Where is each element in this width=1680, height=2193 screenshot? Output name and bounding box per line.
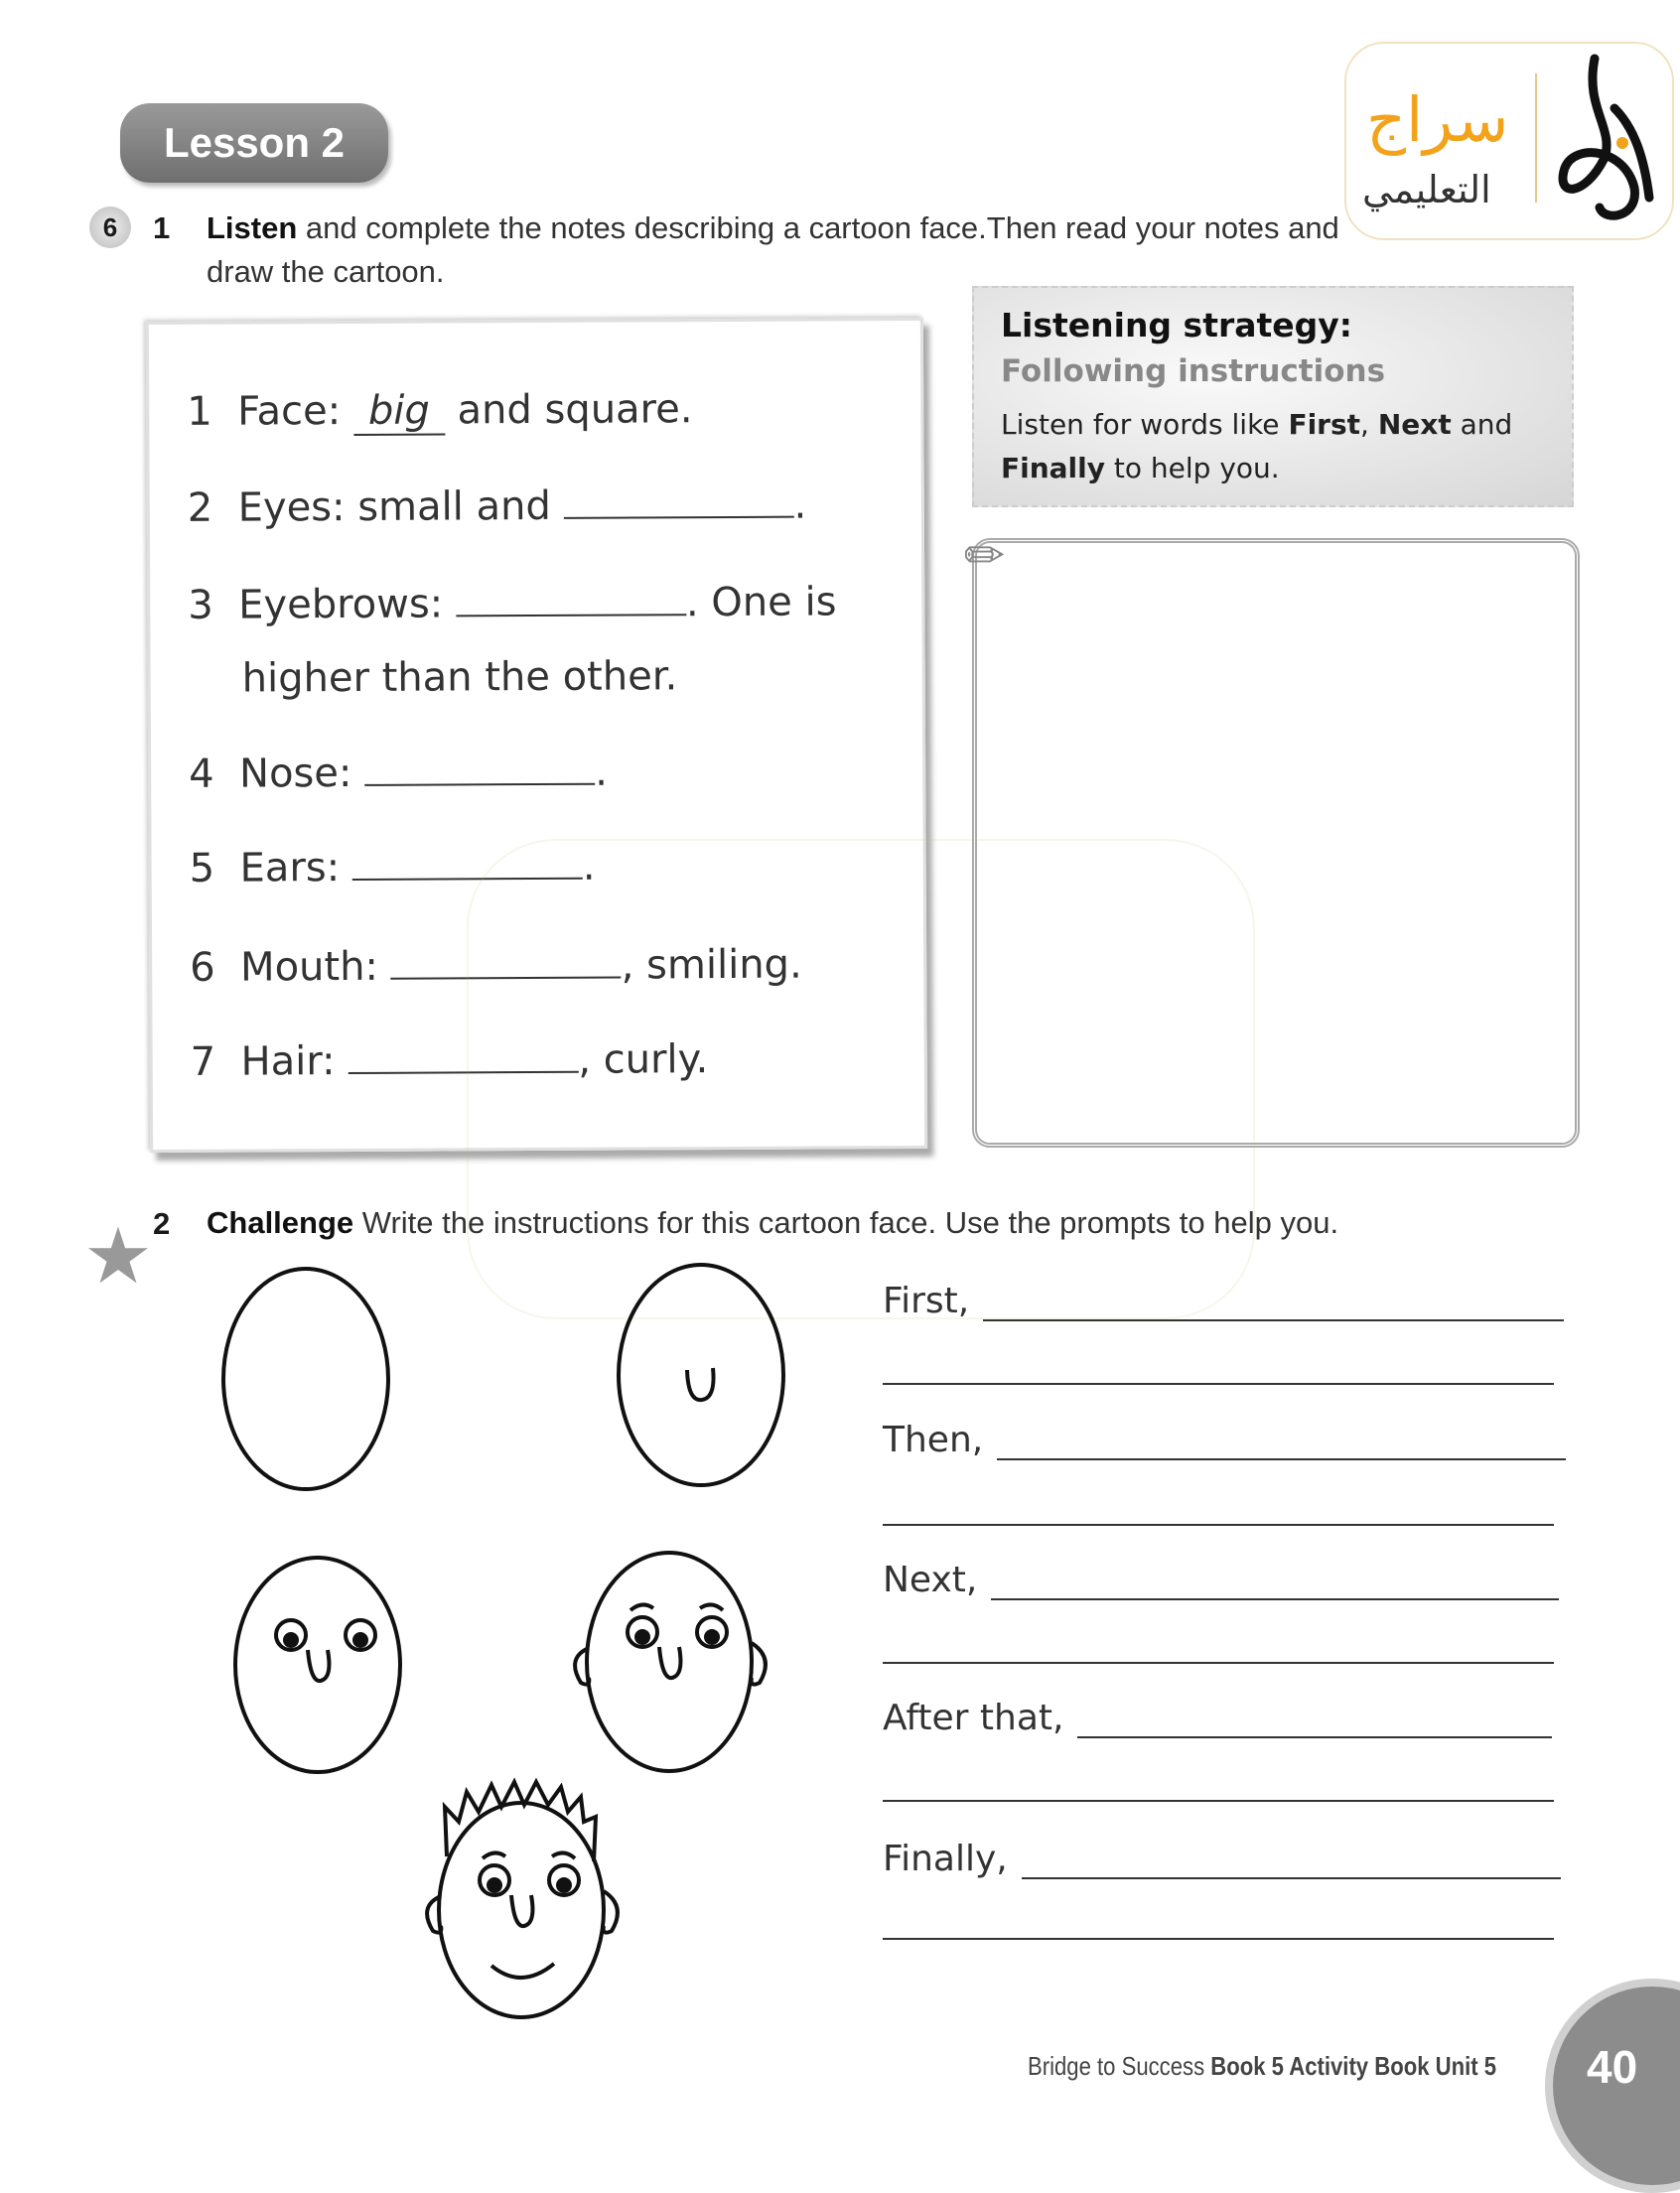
- note-after: , curly.: [578, 1036, 709, 1083]
- pencil-icon: ✎: [952, 523, 1019, 590]
- prompt-label: Finally,: [883, 1839, 1008, 1879]
- face-step-1: [223, 1269, 388, 1489]
- answer-field[interactable]: [348, 1063, 578, 1074]
- note-3-line2: higher than the other.: [241, 653, 678, 702]
- exercise2-instructions: [207, 1201, 1597, 1245]
- answer-field[interactable]: [1077, 1728, 1552, 1738]
- note-number: 1: [187, 388, 212, 435]
- prompt-then: [883, 1420, 1566, 1460]
- footer-book: Book 5 Activity Book Unit 5: [1210, 2051, 1497, 2081]
- prompt-label: Then,: [883, 1420, 984, 1460]
- exercise-number: 1: [153, 210, 171, 245]
- strategy-keyword: Next: [1377, 408, 1452, 441]
- prompt-first: [883, 1281, 1564, 1321]
- strategy-text-part: ,: [1360, 408, 1378, 441]
- instruction-text: and complete the notes describing a cartoon face.Then read your notes and: [297, 210, 1339, 245]
- note-after: , smiling.: [621, 941, 802, 989]
- note-1: [187, 386, 692, 437]
- answer-field[interactable]: [391, 969, 622, 980]
- instruction-text-2: draw the cartoon.: [207, 254, 445, 289]
- footer-text: [1028, 2051, 1496, 2082]
- answer-field[interactable]: big: [353, 387, 445, 435]
- answer-field[interactable]: [564, 508, 794, 519]
- answer-field[interactable]: [456, 606, 686, 617]
- page-number: 40: [1587, 2041, 1638, 2093]
- note-after: .: [793, 481, 807, 528]
- strategy-text-part: Listen for words like: [1001, 408, 1289, 441]
- note-number: 7: [190, 1038, 216, 1085]
- strategy-title: Listening strategy:: [1001, 306, 1352, 344]
- note-label: Hair:: [240, 1038, 336, 1085]
- lesson-heading: Lesson 2: [120, 103, 388, 183]
- prompt-label: Next,: [883, 1560, 978, 1600]
- note-label: Nose:: [238, 750, 352, 797]
- answer-field[interactable]: [364, 775, 595, 786]
- answer-field[interactable]: [997, 1450, 1566, 1460]
- exercise1-instructions: [207, 206, 1567, 294]
- note-4: [189, 750, 608, 797]
- answer-line[interactable]: [883, 1524, 1554, 1526]
- note-number: 5: [189, 845, 215, 891]
- note-2: [188, 482, 807, 531]
- strategy-keyword: First: [1288, 408, 1361, 441]
- logo-subtitle: التعليمي: [1362, 168, 1491, 211]
- prompt-after-that: [883, 1698, 1552, 1738]
- answer-field[interactable]: [983, 1311, 1564, 1321]
- answer-line[interactable]: [883, 1938, 1554, 1940]
- note-label: Face:: [237, 388, 342, 435]
- note-3: [188, 579, 836, 627]
- listening-strategy-box: [972, 286, 1574, 507]
- note-label: Ears:: [239, 845, 341, 891]
- answer-field[interactable]: [352, 870, 583, 881]
- note-after: .: [582, 843, 596, 890]
- note-6: [190, 942, 802, 991]
- answer-line[interactable]: [883, 1662, 1554, 1664]
- notes-card: [146, 318, 927, 1153]
- prompt-next: [883, 1560, 1559, 1600]
- face-step-4: [575, 1553, 766, 1771]
- answer-field[interactable]: [1022, 1869, 1561, 1879]
- answer-line[interactable]: [883, 1383, 1554, 1385]
- exercise-number: 2: [153, 1206, 171, 1241]
- prompt-finally: [883, 1839, 1561, 1879]
- note-after: . One is: [685, 579, 837, 626]
- note-number: 3: [188, 582, 213, 628]
- prompt-label: After that,: [883, 1698, 1064, 1738]
- logo-title: سراج: [1366, 83, 1509, 156]
- note-label: Eyes: small and: [237, 482, 551, 531]
- answer-line[interactable]: [883, 1800, 1554, 1802]
- strategy-text: [1001, 403, 1512, 490]
- instruction-text: Write the instructions for this cartoon face. Use the prompts to help you.: [353, 1205, 1339, 1240]
- face-step-5: [427, 1782, 618, 2017]
- cartoon-face-sequence: [179, 1241, 874, 2065]
- drawing-area[interactable]: [972, 538, 1580, 1148]
- note-7: [191, 1036, 709, 1085]
- instruction-keyword: Listen: [207, 210, 298, 245]
- challenge-star-icon: ★: [83, 1212, 153, 1300]
- strategy-text-part: and: [1451, 408, 1513, 441]
- note-5: [190, 844, 596, 891]
- face-step-2: [619, 1265, 783, 1485]
- instruction-keyword: Challenge: [207, 1205, 354, 1240]
- note-after: .: [595, 749, 608, 795]
- prompt-label: First,: [883, 1281, 970, 1321]
- footer-series: Bridge to Success: [1028, 2051, 1211, 2081]
- note-label: Eyebrows:: [238, 581, 444, 628]
- strategy-subtitle: Following instructions: [1001, 353, 1386, 389]
- strategy-keyword: Finally: [1001, 452, 1105, 484]
- face-step-3: [235, 1558, 400, 1772]
- answer-field[interactable]: [991, 1590, 1559, 1600]
- calligraphy-icon: [1545, 49, 1664, 232]
- note-label: Mouth:: [239, 943, 379, 991]
- strategy-text-part: to help you.: [1105, 452, 1280, 484]
- note-number: 2: [187, 484, 213, 531]
- note-number: 4: [189, 751, 214, 797]
- audio-track-badge[interactable]: 6: [89, 206, 131, 248]
- note-after: and square.: [457, 386, 693, 434]
- note-number: 6: [190, 944, 215, 991]
